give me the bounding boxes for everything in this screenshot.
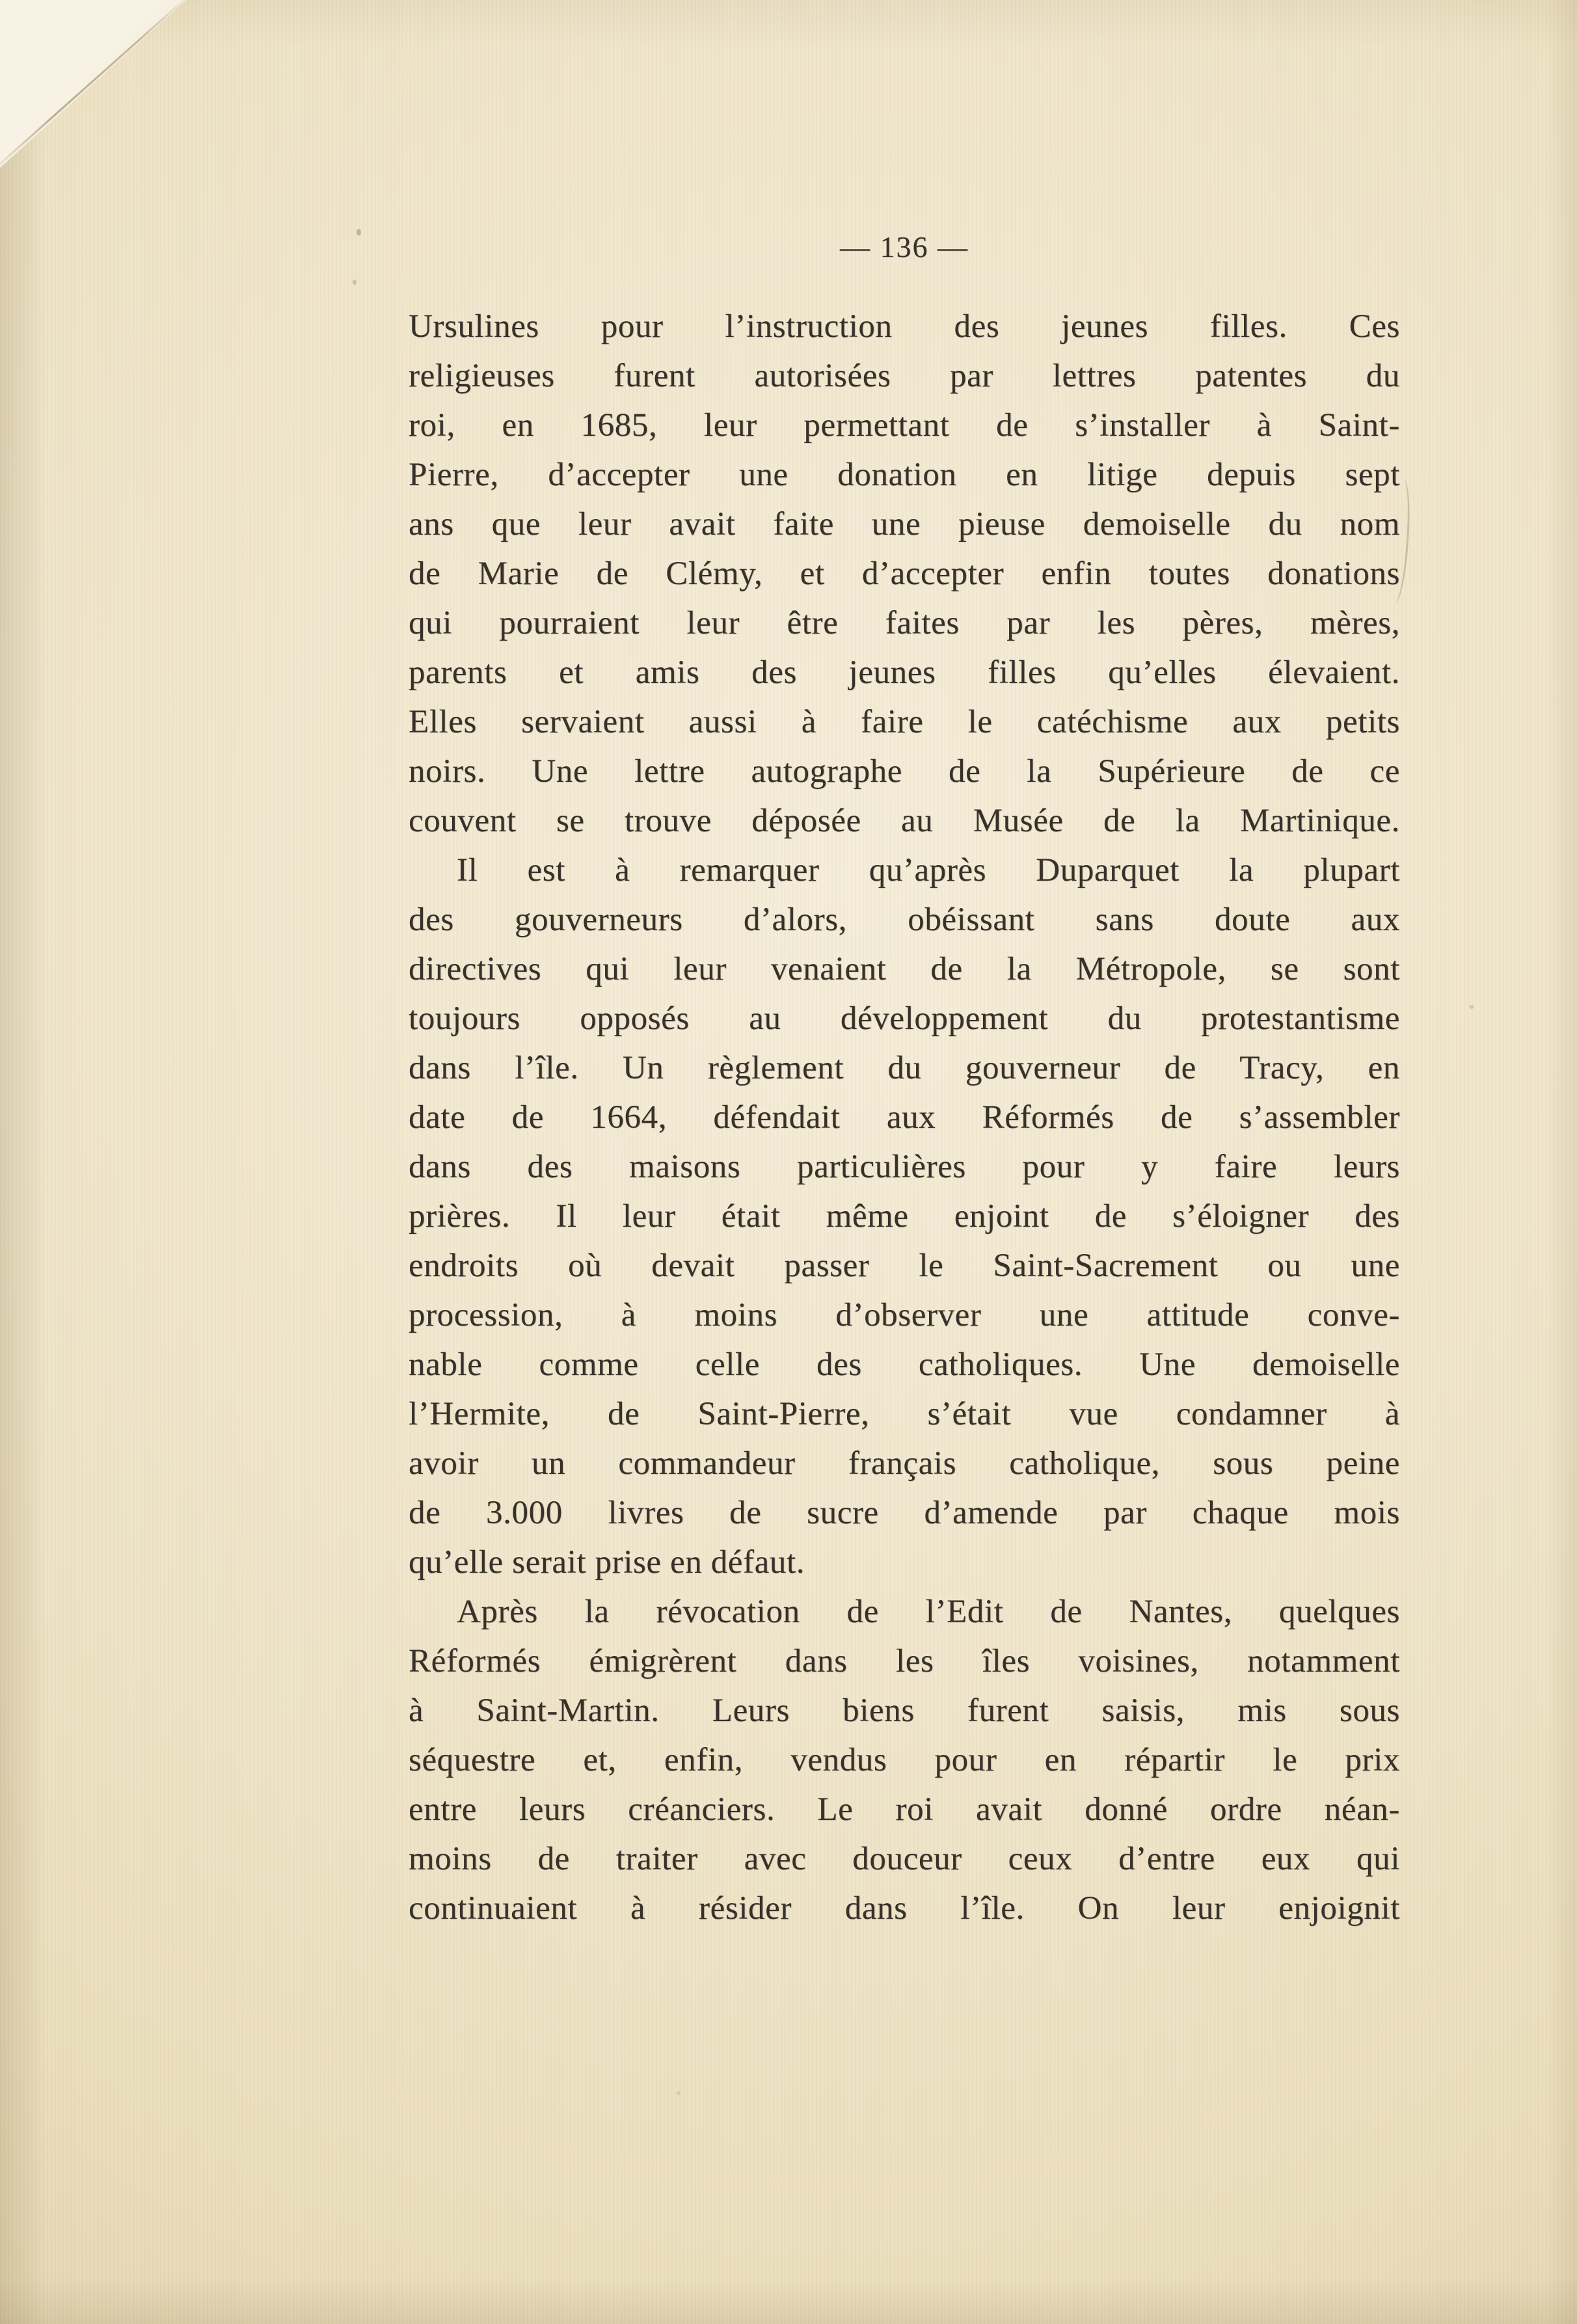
text-line: Pierre, d’accepter une donation en litige depuis sept [409, 457, 1400, 493]
ink-speck [677, 2091, 681, 2095]
text-line: dans l’île. Un règlement du gouverneur de Tracy, en [409, 1050, 1400, 1086]
text-line: entre leurs créanciers. Le roi avait donné ordre néan- [409, 1791, 1400, 1828]
text-line: date de 1664, défendait aux Réformés de s’assembler [409, 1099, 1400, 1136]
text-line: Réformés émigrèrent dans les îles voisines, notamment [409, 1643, 1400, 1679]
page-number: — 136 — [840, 230, 969, 263]
paragraph [409, 302, 1400, 846]
text-line: Il est à remarquer qu’après Duparquet la plupart [457, 852, 1400, 888]
text-line: toujours opposés au développement du protestantisme [409, 1000, 1400, 1037]
text-line: à Saint-Martin. Leurs biens furent saisis, mis sous [409, 1692, 1400, 1729]
text-line: couvent se trouve déposée au Musée de la Martinique. [409, 803, 1400, 839]
text-line: séquestre et, enfin, vendus pour en répartir le prix [409, 1742, 1400, 1778]
text-line: ans que leur avait faite une pieuse demoiselle du nom [409, 506, 1400, 542]
text-line: noirs. Une lettre autographe de la Supérieure de ce [409, 753, 1400, 790]
paragraph [409, 1587, 1400, 1933]
text-line: Après la révocation de l’Edit de Nantes, quelques [457, 1594, 1400, 1630]
text-line: procession, à moins d’observer une attitude conve- [409, 1297, 1400, 1333]
ink-speck [357, 229, 361, 235]
text-line: religieuses furent autorisées par lettres patentes du [409, 358, 1400, 394]
text-line: des gouverneurs d’alors, obéissant sans doute aux [409, 902, 1400, 938]
text-line: directives qui leur venaient de la Métropole, se sont [409, 951, 1400, 987]
ink-speck [1469, 1005, 1474, 1009]
text-line: nable comme celle des catholiques. Une demoiselle [409, 1346, 1400, 1383]
text-line: continuaient à résider dans l’île. On leur enjoignit [409, 1890, 1400, 1927]
text-line: Ursulines pour l’instruction des jeunes filles. Ces [409, 308, 1400, 345]
page-corner-fold [0, 0, 186, 168]
text-line: qui pourraient leur être faites par les pères, mères, [409, 605, 1400, 641]
ink-speck [353, 280, 357, 285]
text-line: dans des maisons particulières pour y faire leurs [409, 1149, 1400, 1185]
text-line: de 3.000 livres de sucre d’amende par chaque mois [409, 1495, 1400, 1531]
text-line: Elles servaient aussi à faire le catéchisme aux petits [409, 704, 1400, 740]
text-line: parents et amis des jeunes filles qu’elles élevaient. [409, 654, 1400, 691]
text-line: moins de traiter avec douceur ceux d’entre eux qui [409, 1841, 1400, 1877]
text-line: avoir un commandeur français catholique, sous peine [409, 1445, 1400, 1482]
text-line: prières. Il leur était même enjoint de s’éloigner des [409, 1198, 1400, 1235]
text-line: l’Hermite, de Saint-Pierre, s’était vue condamner à [409, 1396, 1400, 1432]
text-line: endroits où devait passer le Saint-Sacrement ou une [409, 1248, 1400, 1284]
text-block [409, 302, 1400, 1933]
text-line: roi, en 1685, leur permettant de s’installer à Saint- [409, 407, 1400, 444]
paragraph [409, 846, 1400, 1587]
text-line: qu’elle serait prise en défaut. [409, 1544, 805, 1581]
text-line: de Marie de Clémy, et d’accepter enfin toutes donations [409, 555, 1400, 592]
